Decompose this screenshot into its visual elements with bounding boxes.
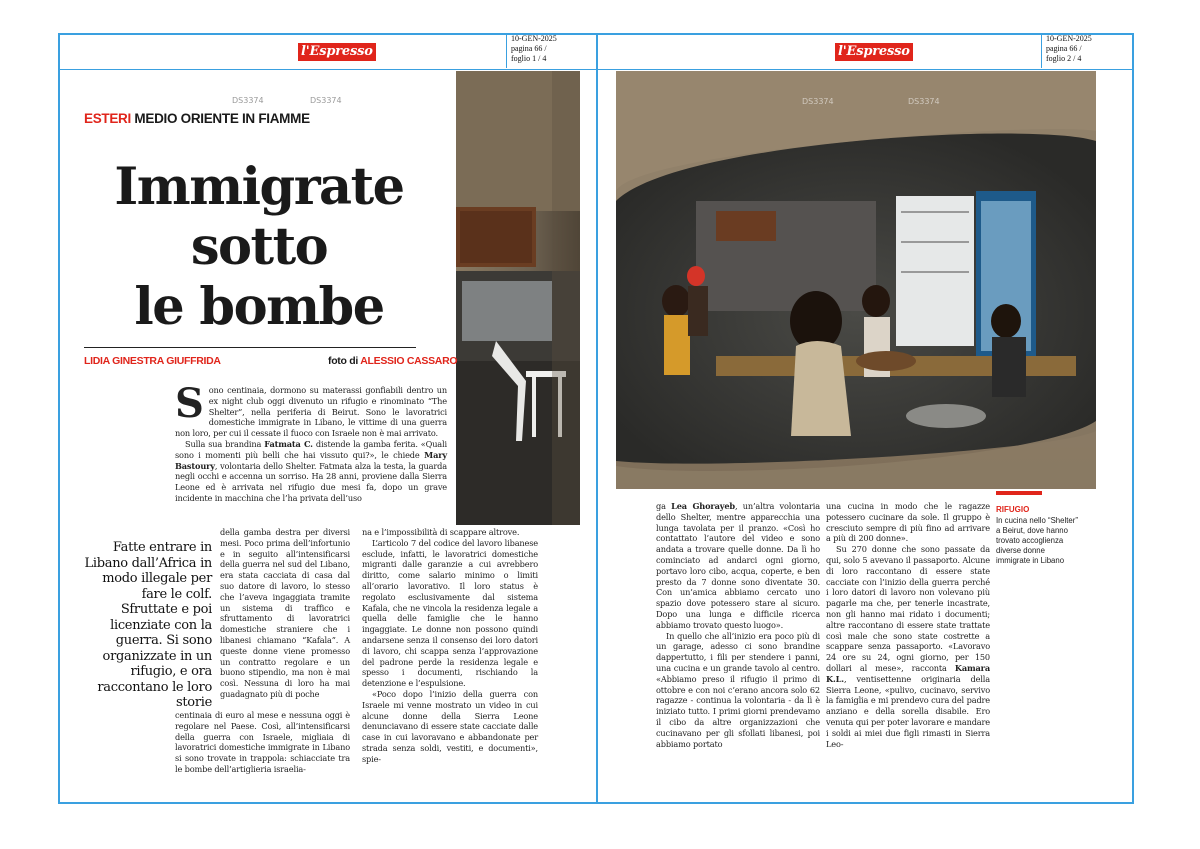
person-name: Lea Ghorayeb — [671, 501, 735, 511]
text-run: , un’altra volontaria dello Shelter, mentre apparecchia una lunga tavolata per il pranzo. «Così ho contattato l’autore del video e sono andata a trovare quelle donne. Da lì ho cominciato ad andarci ogni giorno, portavo loro cibo, acqua, coperte, e ben presto da 7 donne sono diventate 30. Con un’amica abbiamo cercato uno spazio dove potessero stare al sicuro. Dopo una lunga e difficile ricerca abbiamo trovato questo luogo». — [656, 501, 820, 630]
shelter-kitchen-photo — [616, 71, 1096, 489]
header-bar — [598, 35, 1132, 70]
photo-caption: In cucina nello “Shelter” a Beirut, dove hanno trovato accoglienza diverse donne immigrate in Libano — [996, 516, 1078, 565]
paragraph-text: della gamba destra per diversi mesi. Poco prima dell’infortunio e in seguito all’intensificarsi della guerra nel sud del Libano, era stata cacciata di casa dal suo datore di lavoro, lo stesso che l’aveva ingaggiata tramite un sistema di traffico e sfruttamento di lavoratrici domestiche straniere che i libanesi chiamano “Kafala”. A queste donne viene promesso un contratto regolare e un buono stipendio, ma non è mai così. Nessuna di loro ha mai guadagnato più di poche — [220, 527, 350, 699]
paragraph-text: «Poco dopo l’inizio della guerra con Israele mi venne mostrato un video in cui alcune donne della Sierra Leone denunciavano di essere state cacciate dalle case in cui lavoravano e abbandonate per strada senza soldi, vestiti, e documenti», spie- — [362, 688, 538, 764]
paragraph-text: ono centinaia, dormono su materassi gonfiabili dentro un ex night club oggi divenuto un rifugio e rinominato “The Shelter”, nella periferia di Beirut. Sono le lavoratrici domestiche immigrate in Libano, le vittime di una guerra non loro, per cui il cessate il fuoco con Israele non è mai arrivato. — [175, 385, 447, 439]
headline-line: Immigrate — [114, 157, 404, 217]
paragraph-text: na e l’impossibilità di scappare altrove. — [362, 527, 520, 537]
publication-logo: l'Espresso — [835, 43, 913, 61]
watermark: DS3374 — [908, 97, 940, 106]
meta-page: pagina 66 / — [511, 44, 547, 53]
person-name: Kamara K.L. — [826, 662, 990, 684]
caption-rule — [996, 491, 1042, 495]
page-right — [596, 33, 1134, 804]
paragraph-text: una cucina in modo che le ragazze potessero cucinare da sole. Il gruppo è cresciuto sempre di più fino ad arrivare a più di 200 donne». — [826, 501, 990, 544]
paragraph — [175, 439, 447, 504]
byline-rule — [84, 347, 416, 348]
person-name: Mary Bastoury — [175, 449, 447, 471]
page-meta — [506, 33, 598, 68]
person-name: Fatmata C. — [264, 438, 313, 449]
article-column-1-top — [175, 380, 447, 504]
paragraph-text: centinaia di euro al mese e nessuna oggi è regolare nel Paese. Così, all’intensificarsi della guerra con Israele, migliaia di lavoratrici domestiche immigrate in Libano si sono trovate in trappola: schiacciate tra le bombe dell’artiglieria israelia- — [175, 710, 350, 774]
article-column-3 — [656, 501, 820, 749]
paragraph-text: L’articolo 7 del codice del lavoro libanese esclude, infatti, le lavoratrici domestiche migranti dalle garanzie a cui avrebbero diritto, come salario minimo o limiti all’orario lavorativo. Il loro status è regolato esclusivamente dal sistema Kafala, che ne vincola la residenza legale a quella delle famiglie che le hanno ingaggiate. Le donne non possono quindi andarsene senza il consenso dei loro datori di lavoro, chi scappa senza l’approvazione del padrone perde la residenza legale e spesso i documenti, rischiando la detenzione e l’espulsione. — [362, 537, 538, 689]
page-meta — [1041, 33, 1134, 68]
byline-photo — [328, 355, 457, 367]
article-column-2 — [362, 527, 538, 765]
text-run: distende la gamba ferita. «Quali sono i momenti più belli che hai vissuto qui?», le chiede — [175, 438, 447, 460]
main-photo — [616, 71, 1096, 489]
article-column-1-narrow — [220, 527, 350, 700]
paragraph — [175, 380, 447, 439]
article-column-1-bottom — [175, 710, 350, 775]
watermark: DS3374 — [310, 96, 342, 105]
publication-logo: l'Espresso — [298, 43, 376, 61]
headline — [84, 157, 434, 337]
text-run: , volontaria dello Shelter. Fatmata alza la testa, la guarda negli occhi e accenna un sorriso. Ha 28 anni, proviene dalla Sierra Leone ed è arrivata nel rifugio due mesi fa, dopo un grave incidente in macchina che l’ha privata dell’uso — [175, 460, 447, 503]
headline-line: le bombe — [134, 277, 384, 337]
photo-strip-left — [456, 71, 580, 525]
meta-date: 10-GEN-2025 — [511, 34, 557, 43]
kicker-section: ESTERI — [84, 111, 131, 126]
paragraph-text: In quello che all’inizio era poco più di un garage, adesso ci sono brandine dappertutto, i fili per stendere i panni, una cucina e un grande tavolo al centro. «Abbiamo preso il rifugio il primo di ottobre e con noi c’erano ancora solo 62 ragazze - continua la volontaria - da lì è iniziato tutto. I primi giorni prendevamo il cibo da altre organizzazioni che cucinavano per gli sfollati libanesi, poi abbiamo portato — [656, 630, 820, 749]
section-kicker — [84, 111, 310, 126]
article-column-4 — [826, 501, 990, 749]
paragraph — [826, 544, 990, 749]
kitchen-photo-strip — [456, 71, 580, 525]
page-left — [58, 33, 598, 804]
paragraph — [656, 501, 820, 631]
meta-page: pagina 66 / — [1046, 44, 1082, 53]
photo-credit-prefix: foto di — [328, 355, 358, 367]
caption-label: RIFUGIO — [996, 505, 1030, 514]
watermark: DS3374 — [802, 97, 834, 106]
byline-author: LIDIA GINESTRA GIUFFRIDA — [84, 355, 221, 367]
meta-sheet: foglio 2 / 4 — [1046, 54, 1082, 63]
headline-line: sotto — [190, 217, 328, 277]
photographer-name: ALESSIO CASSARO — [360, 355, 458, 367]
text-run: Su 270 donne che sono passate da qui, solo 5 avevano il passaporto. Alcune di loro raccontano di essere state cacciate con l’inizio della guerra perché i loro datori di lavoro non volevano più pagarle ma che, per tenerle incastrate, non gli hanno mai ridato i documenti; altre raccontano di essere state trattate così male che sono state costrette a scappare senza passaporto. «Lavoravo 24 ore su 24, ogni giorno, per 150 dollari al mese», racconta — [826, 544, 990, 673]
pull-quote: Fatte entrare in Libano dall’Africa in modo illegale per fare le colf. Sfruttate e poi licenziate con la guerra. Si sono organizzate in un rifugio, e ora raccontano le loro storie — [84, 540, 212, 710]
text-run: , ventisettenne originaria della Sierra Leone, «pulivo, cucinavo, servivo la famiglia e mi prendevo cura del padre anziano e della sorella disabile. Ero venuta qui per poter lavorare e mandare i soldi ai miei due figli rimasti in Sierra Leo- — [826, 673, 990, 749]
meta-sheet: foglio 1 / 4 — [511, 54, 547, 63]
header-bar — [60, 35, 596, 70]
drop-cap: S — [175, 380, 204, 427]
watermark: DS3374 — [232, 96, 264, 105]
meta-date: 10-GEN-2025 — [1046, 34, 1092, 43]
text-run: ga — [656, 501, 672, 511]
text-run: Sulla sua brandina — [185, 438, 265, 449]
kicker-topic: MEDIO ORIENTE IN FIAMME — [134, 111, 310, 126]
